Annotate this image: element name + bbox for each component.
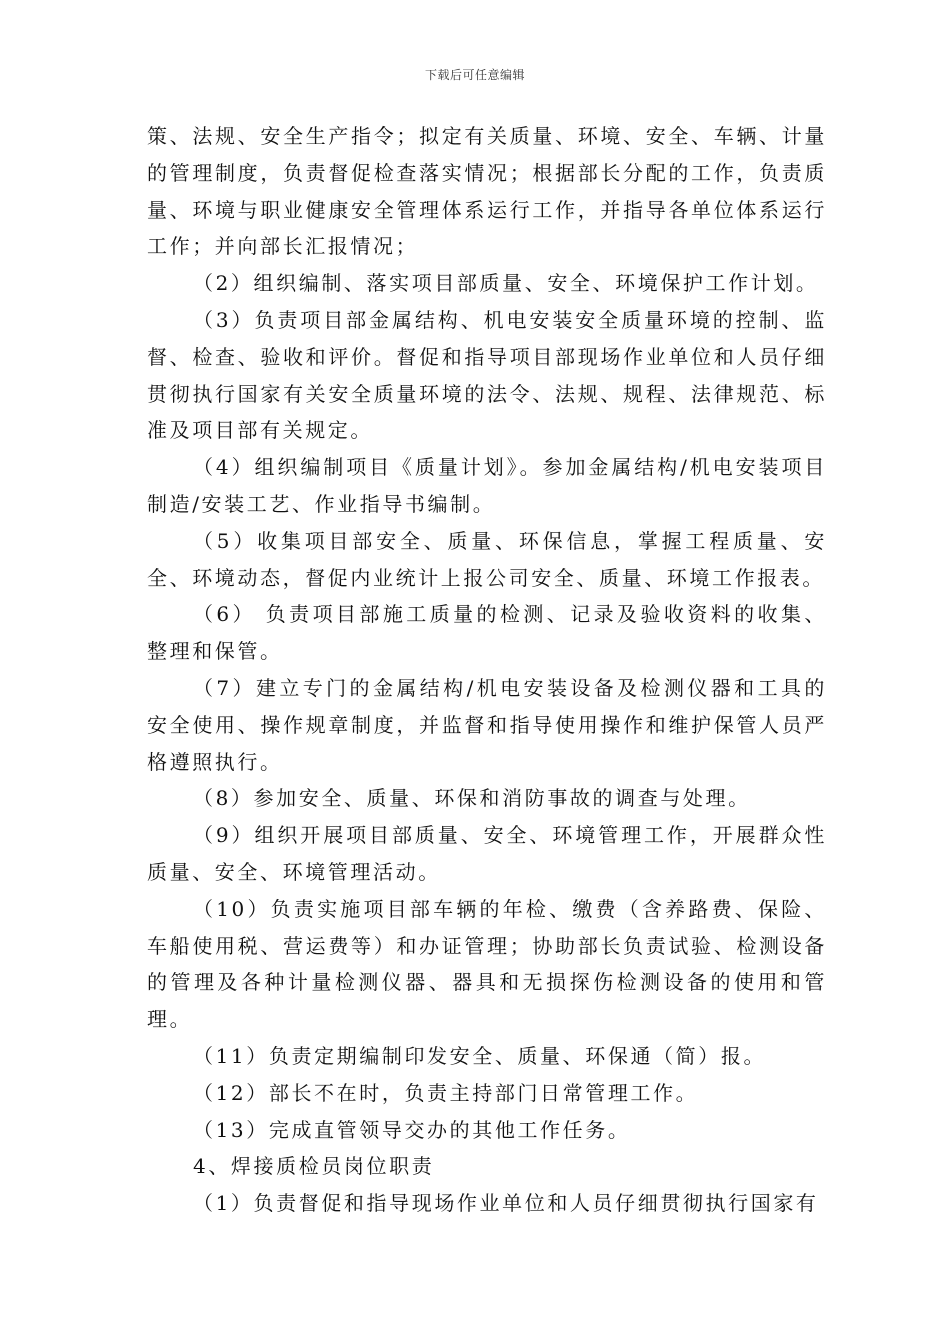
page-header: 下载后可任意编辑 — [424, 68, 525, 82]
paragraph: （8）参加安全、质量、环保和消防事故的调查与处理。 — [193, 786, 751, 811]
section-heading: 4、焊接质检员岗位职责 — [193, 1154, 435, 1179]
paragraph: （2）组织编制、落实项目部质量、安全、环境保护工作计划。 — [193, 271, 819, 296]
paragraph: （7）建立专门的金属结构/机电安装设备及检测仪器和工具的安全使用、操作规章制度，并监督和指导使用操作和维护保管人员严格遵照执行。 — [147, 675, 827, 774]
paragraph: 策、法规、安全生产指令；拟定有关质量、环境、安全、车辆、计量的管理制度，负责督促检查落实情况；根据部长分配的工作，负责质量、环境与职业健康安全管理体系运行工作，并指导各单位体系运行工作；并向部长汇报情况； — [147, 124, 827, 259]
paragraph: （4）组织编制项目《质量计划》。参加金属结构/机电安装项目制造/安装工艺、作业指导书编制。 — [147, 455, 827, 516]
paragraph: （9）组织开展项目部质量、安全、环境管理工作，开展群众性质量、安全、环境管理活动。 — [147, 823, 827, 884]
paragraph: （6） 负责项目部施工质量的检测、记录及验收资料的收集、整理和保管。 — [147, 602, 827, 664]
paragraph: （1）负责督促和指导现场作业单位和人员仔细贯彻执行国家有 — [193, 1191, 819, 1216]
paragraph: （3）负责项目部金属结构、机电安装安全质量环境的控制、监督、检查、验收和评价。督促和指导项目部现场作业单位和人员仔细贯彻执行国家有关安全质量环境的法令、法规、规程、法律规范、标准及项目部有关规定。 — [147, 307, 827, 443]
paragraph: （11）负责定期编制印发安全、质量、环保通（简）报。 — [193, 1043, 767, 1068]
paragraph: （13）完成直管领导交办的其他工作任务。 — [193, 1117, 631, 1142]
paragraph: （10）负责实施项目部车辆的年检、缴费（含养路费、保险、车船使用税、营运费等）和办证管理；协助部长负责试验、检测设备的管理及各种计量检测仪器、器具和无损探伤检测设备的使用和管理。 — [147, 896, 827, 1032]
paragraph: （5）收集项目部安全、质量、环保信息，掌握工程质量、安全、环境动态，督促内业统计上报公司安全、质量、环境工作报表。 — [147, 528, 827, 590]
document-body — [147, 118, 827, 1222]
paragraph: （12）部长不在时，负责主持部门日常管理工作。 — [193, 1080, 699, 1105]
